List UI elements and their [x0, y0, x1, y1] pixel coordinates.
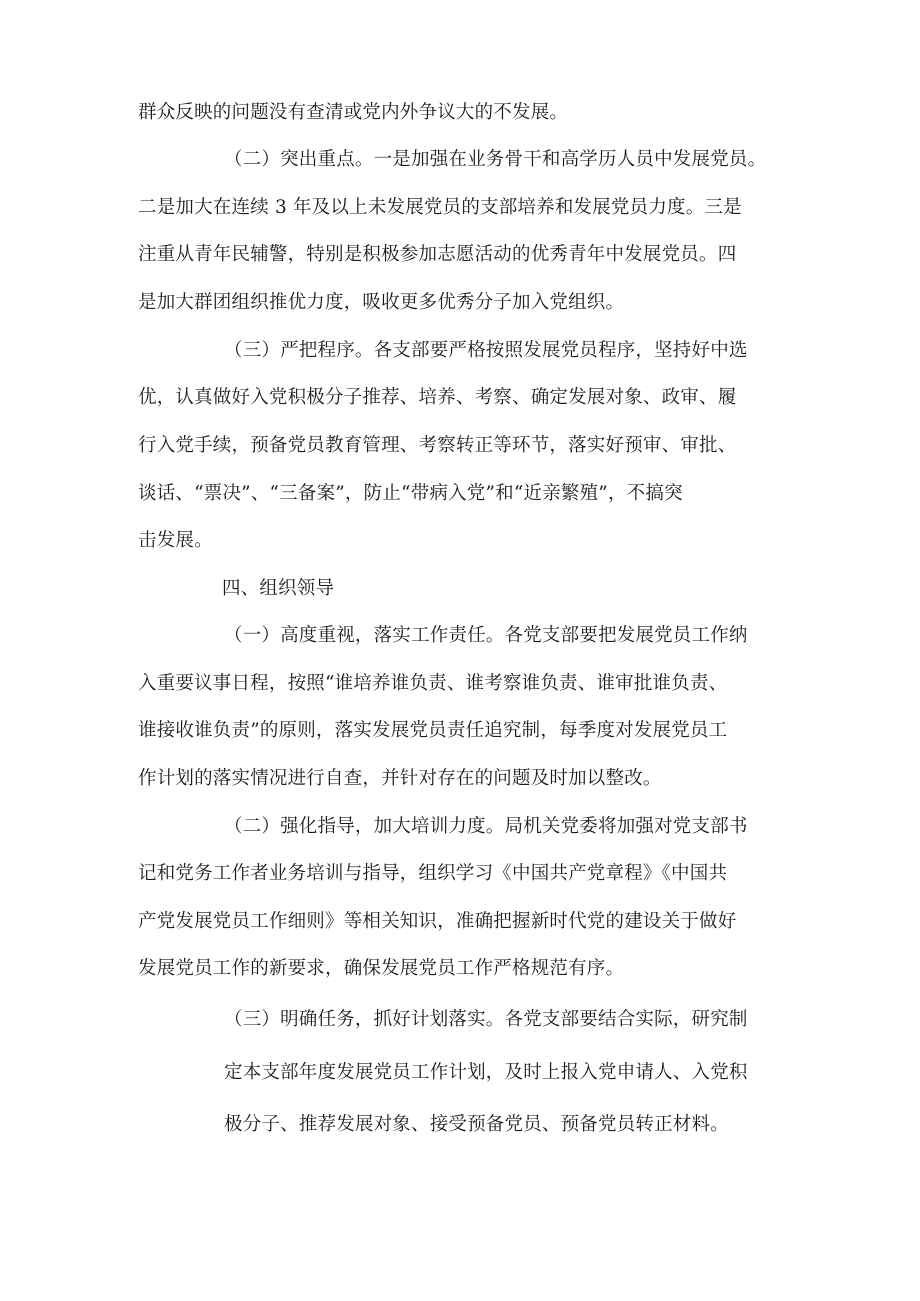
text-line: （二）强化指导，加大培训力度。局机关党委将加强对党支部书 — [224, 816, 748, 837]
text-line: 行入党手续，预备党员教育管理、考察转正等环节，落实好预审、审批、 — [138, 435, 737, 456]
text-line: 谁接收谁负责”的原则，落实发展党员责任追究制，每季度对发展党员工 — [138, 720, 728, 741]
text-line: 入重要议事日程，按照“谁培养谁负责、谁考察谁负责、谁审批谁负责、 — [138, 673, 728, 694]
text-line: 二是加大在连续 3 年及以上未发展党员的支部培养和发展党员力度。三是 — [138, 197, 742, 218]
text-line: 极分子、推荐发展对象、接受预备党员、预备党员转正材料。 — [224, 1114, 729, 1135]
text-line: 注重从青年民辅警，特别是积极参加志愿活动的优秀青年中发展党员。四 — [138, 244, 737, 265]
text-line: 记和党务工作者业务培训与指导，组织学习《中国共产党章程》《中国共 — [138, 863, 728, 884]
text-line: 击发展。 — [138, 530, 213, 551]
text-line: （二）突出重点。一是加强在业务骨干和高学历人员中发展党员。 — [224, 149, 767, 170]
text-line: （三）明确任务，抓好计划落实。各党支部要结合实际，研究制 — [224, 1009, 748, 1030]
text-line: 是加大群团组织推优力度，吸收更多优秀分子加入党组织。 — [138, 292, 625, 313]
text-line: 产党发展党员工作细则》等相关知识，准确把握新时代党的建设关于做好 — [138, 911, 737, 932]
text-line: 定本支部年度发展党员工作计划，及时上报入党申请人、入党积 — [224, 1062, 748, 1083]
text-line: 群众反映的问题没有查清或党内外争议大的不发展。 — [138, 102, 569, 123]
text-line: 作计划的落实情况进行自查，并针对存在的问题及时加以整改。 — [138, 768, 662, 789]
text-line: （一）高度重视，落实工作责任。各党支部要把发展党员工作纳 — [224, 625, 748, 646]
text-line: 发展党员工作的新要求，确保发展党员工作严格规范有序。 — [138, 958, 625, 979]
section-heading: 四、组织领导 — [222, 578, 335, 599]
text-line: 优，认真做好入党积极分子推荐、培养、考察、确定发展对象、政审、履 — [138, 387, 737, 408]
text-line: （三）严把程序。各支部要严格按照发展党员程序，坚持好中选 — [224, 340, 748, 361]
text-line: 谈话、“票决”、“三备案”，防止“带病入党”和“近亲繁殖”，不搞突 — [138, 483, 683, 504]
